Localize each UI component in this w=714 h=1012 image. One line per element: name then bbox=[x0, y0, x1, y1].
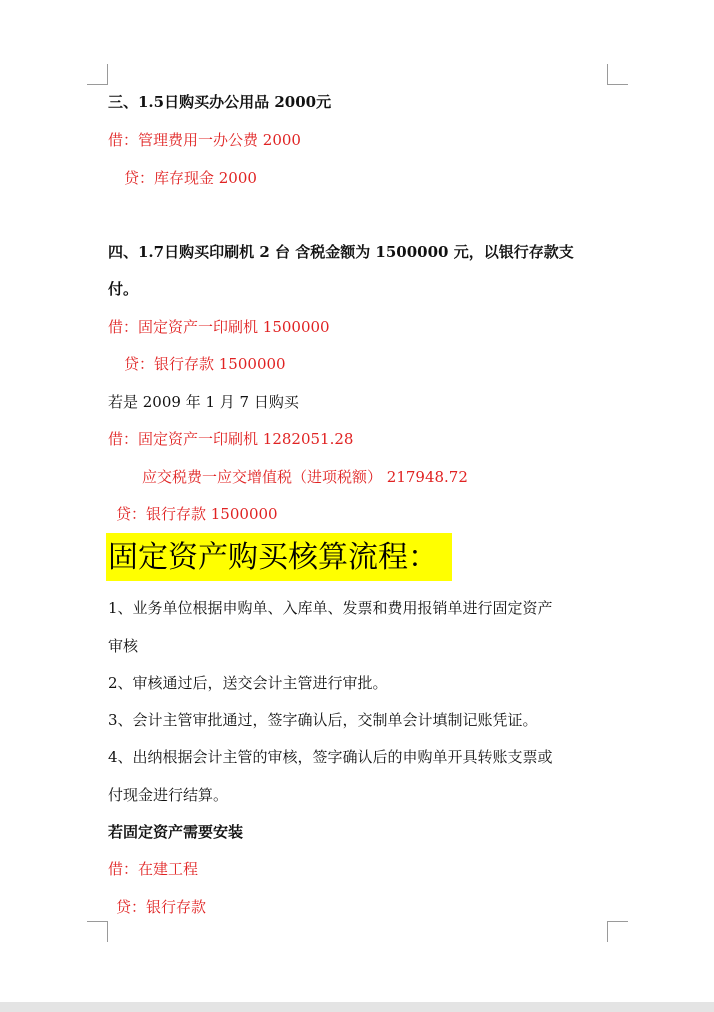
section4-heading-line1: 四、1.7日购买印刷机 2 台 含税金额为 1500000 元，以银行存款支 bbox=[108, 243, 574, 261]
page-corner-mark-top-right bbox=[607, 64, 628, 85]
install-credit-entry: 贷：银行存款 bbox=[116, 898, 207, 916]
section3-debit-entry: 借：管理费用一办公费 2000 bbox=[108, 131, 301, 149]
process-step1-line1: 1、业务单位根据申购单、入库单、发票和费用报销单进行固定资产 bbox=[108, 599, 553, 617]
section3-heading: 三、1.5日购买办公用品 2000元 bbox=[108, 93, 332, 111]
process-step1-line2: 审核 bbox=[108, 637, 139, 655]
page-corner-mark-top-left bbox=[87, 64, 108, 85]
section3-credit-entry: 贷：库存现金 2000 bbox=[124, 169, 257, 187]
process-title: 固定资产购买核算流程： bbox=[108, 540, 438, 575]
section4-credit-entry: 贷：银行存款 1500000 bbox=[124, 355, 286, 373]
process-step4-line2: 付现金进行结算。 bbox=[108, 786, 229, 804]
section4-alt-note: 若是 2009 年 1 月 7 日购买 bbox=[108, 393, 299, 411]
process-step3: 3、会计主管审批通过，签字确认后，交制单会计填制记账凭证。 bbox=[108, 711, 538, 729]
install-debit-entry: 借：在建工程 bbox=[108, 860, 199, 878]
section4-alt-debit-entry: 借：固定资产一印刷机 1282051.28 bbox=[108, 430, 354, 448]
section4-debit-entry: 借：固定资产一印刷机 1500000 bbox=[108, 318, 330, 336]
section4-heading-line2: 付。 bbox=[108, 280, 139, 298]
page-corner-mark-bottom-left bbox=[87, 921, 108, 942]
process-title-highlight bbox=[106, 533, 452, 581]
process-step2: 2、审核通过后，送交会计主管进行审批。 bbox=[108, 674, 388, 692]
section4-alt-credit-entry: 贷：银行存款 1500000 bbox=[116, 505, 278, 523]
page-corner-mark-bottom-right bbox=[607, 921, 628, 942]
section4-alt-debit-tax-entry: 应交税费一应交增值税（进项税额） 217948.72 bbox=[142, 468, 468, 486]
install-heading: 若固定资产需要安装 bbox=[108, 823, 244, 841]
process-step4-line1: 4、出纳根据会计主管的审核，签字确认后的申购单开具转账支票或 bbox=[108, 748, 553, 766]
page-bottom-scroll-area bbox=[0, 1002, 714, 1012]
